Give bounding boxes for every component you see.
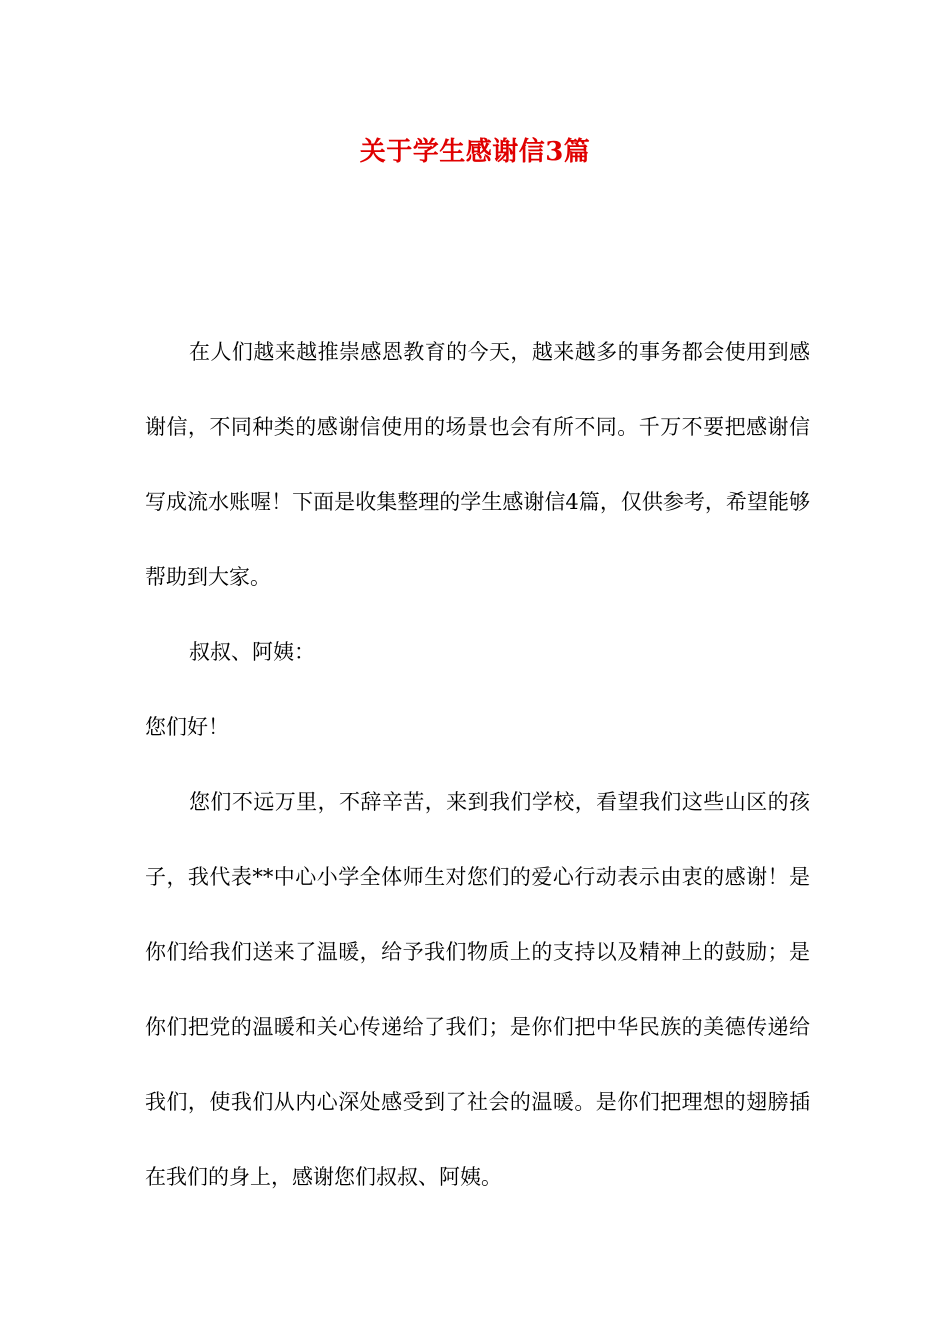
salutation: 叔叔、阿姨：	[189, 640, 315, 664]
letter-body-paragraph: 您们不远万里，不辞辛苦，来到我们学校，看望我们这些山区的孩子，我代表**中心小学全体师生对您们的爱心行动表示由衷的感谢！是你们给我们送来了温暖，给予我们物质上的支持以及精神上的鼓励；是你们把党的温暖和关心传递给了我们；是你们把中华民族的美德传递给我们，使我们从内心深处感受到了社会的温暖。是你们把理想的翅膀插在我们的身上，感谢您们叔叔、阿姨。	[145, 790, 810, 1189]
document-title: 关于学生感谢信3篇	[359, 137, 591, 167]
intro-paragraph: 在人们越来越推崇感恩教育的今天，越来越多的事务都会使用到感谢信，不同种类的感谢信使用的场景也会有所不同。千万不要把感谢信写成流水账喔！下面是收集整理的学生感谢信4篇，仅供参考，希望能够帮助到大家。	[145, 340, 810, 589]
document-body	[145, 315, 810, 1215]
greeting: 您们好！	[145, 715, 229, 739]
